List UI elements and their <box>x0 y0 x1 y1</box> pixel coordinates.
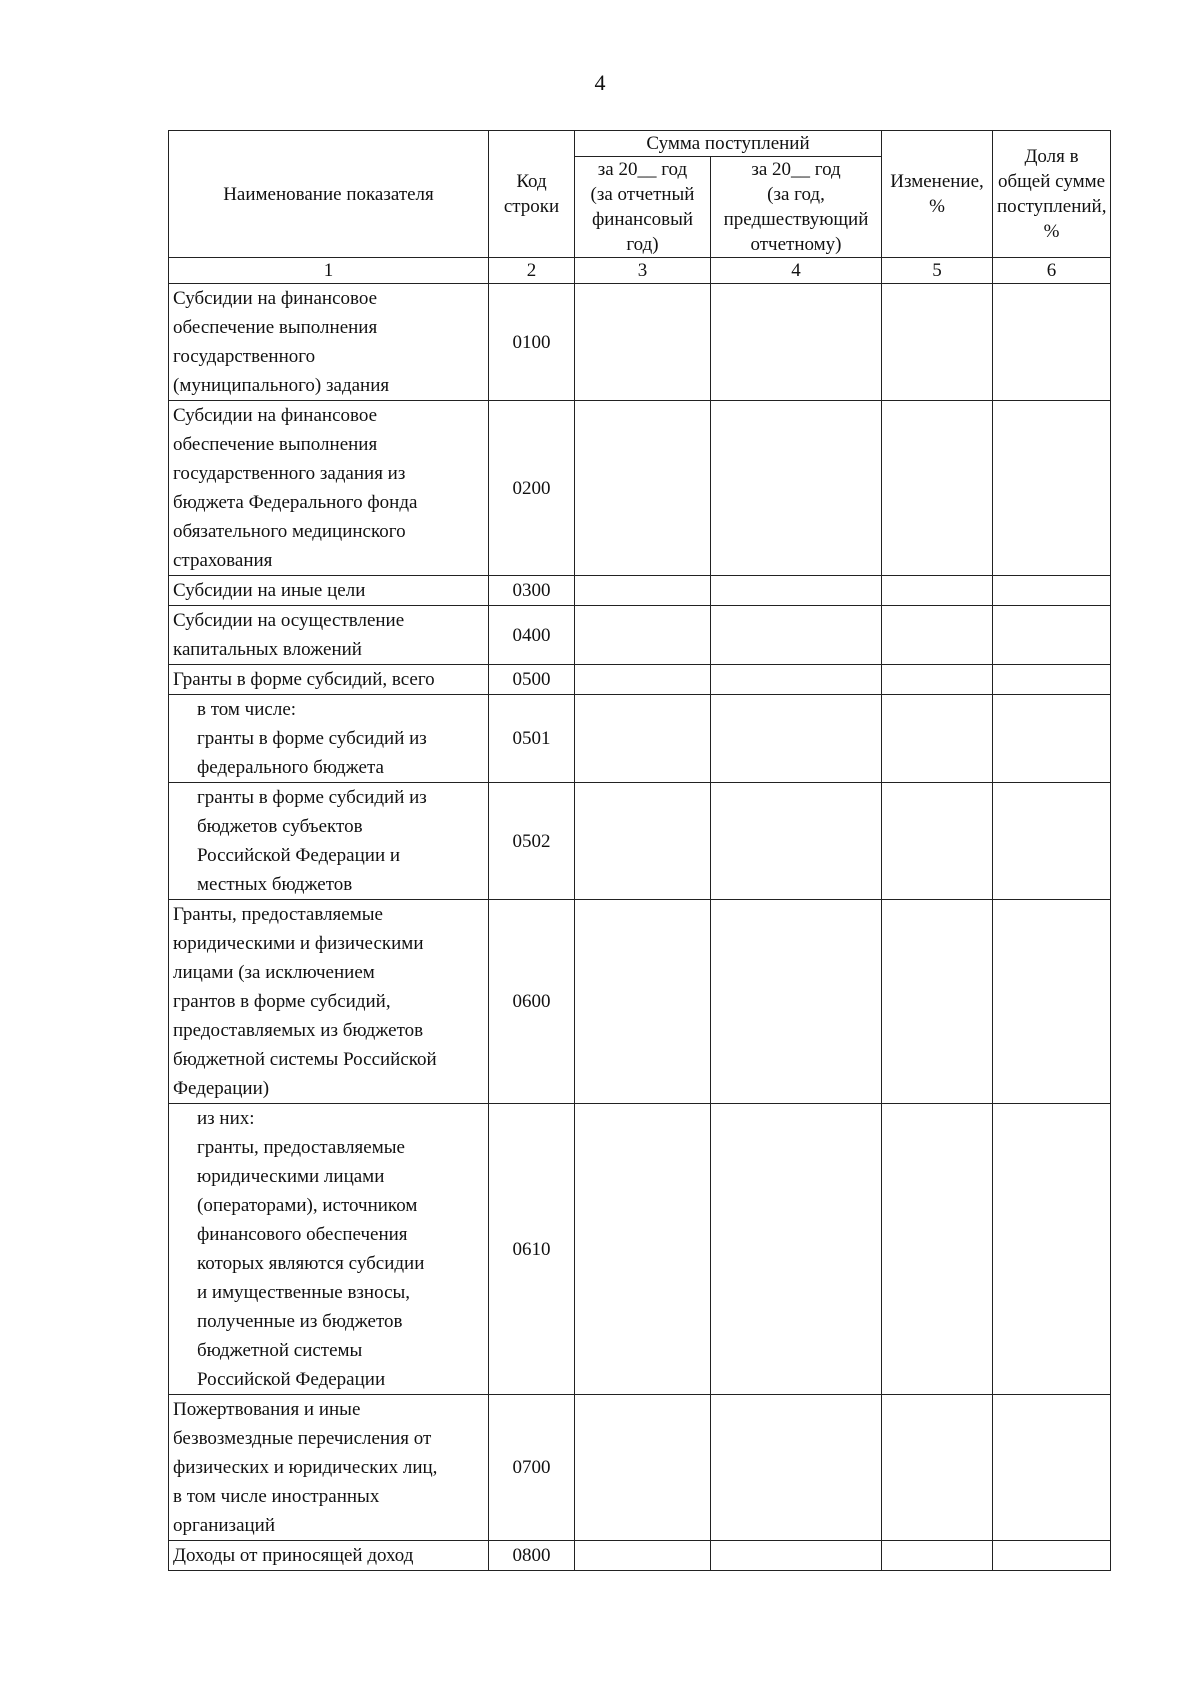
row-name-line: Гранты в форме субсидий, всего <box>173 669 435 690</box>
row-name-line: Субсидии на иные цели <box>173 580 366 601</box>
row-name-line: обеспечение выполнения <box>173 434 378 455</box>
row-name-line: страхования <box>173 550 273 571</box>
change-percent-cell <box>882 1541 993 1571</box>
column-number: 1 <box>169 258 489 284</box>
row-name-line: Федерации) <box>173 1078 270 1099</box>
change-percent-cell <box>882 695 993 783</box>
share-percent-cell <box>993 606 1111 665</box>
row-indicator-name <box>169 284 489 401</box>
table-row <box>169 665 1111 695</box>
row-name-line: финансового обеспечения <box>197 1224 408 1245</box>
column-number: 6 <box>993 258 1111 284</box>
row-code: 0500 <box>489 665 575 695</box>
table-row <box>169 695 1111 783</box>
row-name-line: и имущественные взносы, <box>197 1282 411 1303</box>
change-percent-cell <box>882 606 993 665</box>
change-percent-cell <box>882 401 993 576</box>
share-percent-cell <box>993 576 1111 606</box>
row-name-line: государственного <box>173 346 316 367</box>
row-name-line: (операторами), источником <box>197 1195 418 1216</box>
row-name-line: государственного задания из <box>173 463 406 484</box>
change-percent-cell <box>882 1395 993 1541</box>
row-name-line: Пожертвования и иные <box>173 1399 361 1420</box>
table-row <box>169 284 1111 401</box>
row-name-line: местных бюджетов <box>197 874 353 895</box>
row-code: 0400 <box>489 606 575 665</box>
share-percent-cell <box>993 665 1111 695</box>
header-col4-line: предшествующий <box>723 209 869 230</box>
table-body <box>169 284 1111 1571</box>
reporting-year-value-cell <box>575 284 711 401</box>
row-code: 0502 <box>489 783 575 900</box>
header-col4-line: за 20__ год <box>751 159 841 180</box>
row-code: 0100 <box>489 284 575 401</box>
change-percent-cell <box>882 284 993 401</box>
row-name-line: Субсидии на осуществление <box>173 610 405 631</box>
row-indicator-name <box>169 606 489 665</box>
row-name-line: юридическими лицами <box>197 1166 385 1187</box>
header-change-line: % <box>929 196 945 217</box>
previous-year-value-cell <box>711 665 882 695</box>
header-previous-year <box>711 157 882 258</box>
table-row <box>169 900 1111 1104</box>
row-indicator-name <box>169 783 489 900</box>
reporting-year-value-cell <box>575 665 711 695</box>
row-indicator-name <box>169 401 489 576</box>
header-code-line: строки <box>503 196 560 217</box>
share-percent-cell <box>993 1104 1111 1395</box>
column-number: 3 <box>575 258 711 284</box>
header-share-line: Доля в <box>1024 146 1079 167</box>
header-row-code <box>489 131 575 258</box>
table-row <box>169 401 1111 576</box>
change-percent-cell <box>882 665 993 695</box>
row-name-line: бюджета Федерального фонда <box>173 492 418 513</box>
page-number: 4 <box>594 70 606 95</box>
row-name-line: Доходы от приносящей доход <box>173 1545 414 1566</box>
table-row <box>169 1104 1111 1395</box>
header-share-line: % <box>1043 221 1060 242</box>
previous-year-value-cell <box>711 401 882 576</box>
change-percent-cell <box>882 783 993 900</box>
row-code: 0600 <box>489 900 575 1104</box>
table-row <box>169 1541 1111 1571</box>
share-percent-cell <box>993 284 1111 401</box>
row-name-line: в том числе иностранных <box>173 1486 380 1507</box>
row-name-line: Российской Федерации <box>197 1369 386 1390</box>
row-indicator-name <box>169 1395 489 1541</box>
row-name-line: капитальных вложений <box>173 639 362 660</box>
row-name-line: (муниципального) задания <box>173 375 390 396</box>
row-name-line: юридическими и физическими <box>173 933 424 954</box>
previous-year-value-cell <box>711 783 882 900</box>
reporting-year-value-cell <box>575 576 711 606</box>
row-name-line: грантов в форме субсидий, <box>173 991 391 1012</box>
change-percent-cell <box>882 900 993 1104</box>
header-col4-line: отчетному) <box>750 234 842 255</box>
row-name-line: обязательного медицинского <box>173 521 406 542</box>
header-share-line: поступлений, <box>997 196 1107 217</box>
row-name-line: бюджетной системы <box>197 1340 363 1361</box>
row-name-line: которых являются субсидии <box>197 1253 425 1274</box>
row-name-line: Гранты, предоставляемые <box>173 904 383 925</box>
row-indicator-name <box>169 1541 489 1571</box>
row-indicator-name <box>169 1104 489 1395</box>
reporting-year-value-cell <box>575 401 711 576</box>
previous-year-value-cell <box>711 1541 882 1571</box>
row-indicator-name <box>169 695 489 783</box>
row-code: 0300 <box>489 576 575 606</box>
row-indicator-name <box>169 576 489 606</box>
row-name-line: лицами (за исключением <box>173 962 375 983</box>
row-name-line: гранты в форме субсидий из <box>197 787 427 808</box>
reporting-year-value-cell <box>575 900 711 1104</box>
share-percent-cell <box>993 900 1111 1104</box>
table-row <box>169 1395 1111 1541</box>
header-revenue-sum: Сумма поступлений <box>575 131 882 157</box>
header-col3-line: за 20__ год <box>597 159 688 180</box>
row-name-line: полученные из бюджетов <box>197 1311 403 1332</box>
header-share-percent <box>993 131 1111 258</box>
revenue-table <box>168 130 1111 1571</box>
row-name-line: федерального бюджета <box>197 757 384 778</box>
previous-year-value-cell <box>711 1395 882 1541</box>
row-name-line: бюджетной системы Российской <box>173 1049 437 1070</box>
share-percent-cell <box>993 401 1111 576</box>
reporting-year-value-cell <box>575 695 711 783</box>
header-code-line: Код <box>516 171 547 192</box>
change-percent-cell <box>882 576 993 606</box>
previous-year-value-cell <box>711 576 882 606</box>
change-percent-cell <box>882 1104 993 1395</box>
header-change-line: Изменение, <box>890 171 984 192</box>
column-number: 4 <box>711 258 882 284</box>
share-percent-cell <box>993 783 1111 900</box>
reporting-year-value-cell <box>575 606 711 665</box>
row-name-line: предоставляемых из бюджетов <box>173 1020 424 1041</box>
header-share-line: общей сумме <box>997 171 1106 192</box>
table-row <box>169 576 1111 606</box>
column-number: 5 <box>882 258 993 284</box>
row-name-line: из них: <box>197 1108 255 1129</box>
header-reporting-year <box>575 157 711 258</box>
row-code: 0200 <box>489 401 575 576</box>
row-code: 0501 <box>489 695 575 783</box>
table-row <box>169 606 1111 665</box>
row-name-line: Субсидии на финансовое <box>173 288 378 309</box>
share-percent-cell <box>993 1395 1111 1541</box>
row-name-line: обеспечение выполнения <box>173 317 378 338</box>
header-change-percent <box>882 131 993 258</box>
column-number: 2 <box>489 258 575 284</box>
row-indicator-name <box>169 665 489 695</box>
previous-year-value-cell <box>711 695 882 783</box>
row-indicator-name <box>169 900 489 1104</box>
reporting-year-value-cell <box>575 783 711 900</box>
reporting-year-value-cell <box>575 1541 711 1571</box>
row-name-line: Российской Федерации и <box>197 845 401 866</box>
header-col3-line: (за отчетный <box>590 184 695 205</box>
row-name-line: физических и юридических лиц, <box>173 1457 438 1478</box>
table-row <box>169 783 1111 900</box>
row-name-line: в том числе: <box>197 699 297 720</box>
row-name-line: организаций <box>173 1515 276 1536</box>
header-col3-line: финансовый <box>591 209 694 230</box>
row-code: 0700 <box>489 1395 575 1541</box>
row-name-line: безвозмездные перечисления от <box>173 1428 432 1449</box>
header-indicator-name: Наименование показателя <box>169 131 489 258</box>
row-code: 0610 <box>489 1104 575 1395</box>
share-percent-cell <box>993 695 1111 783</box>
header-col3-line: год) <box>626 234 659 255</box>
column-numbers-row <box>169 258 1111 284</box>
reporting-year-value-cell <box>575 1104 711 1395</box>
row-name-line: гранты в форме субсидий из <box>197 728 427 749</box>
previous-year-value-cell <box>711 606 882 665</box>
row-name-line: гранты, предоставляемые <box>197 1137 405 1158</box>
header-col4-line: (за год, <box>767 184 825 205</box>
previous-year-value-cell <box>711 284 882 401</box>
share-percent-cell <box>993 1541 1111 1571</box>
row-name-line: бюджетов субъектов <box>197 816 363 837</box>
reporting-year-value-cell <box>575 1395 711 1541</box>
previous-year-value-cell <box>711 1104 882 1395</box>
row-code: 0800 <box>489 1541 575 1571</box>
row-name-line: Субсидии на финансовое <box>173 405 378 426</box>
previous-year-value-cell <box>711 900 882 1104</box>
